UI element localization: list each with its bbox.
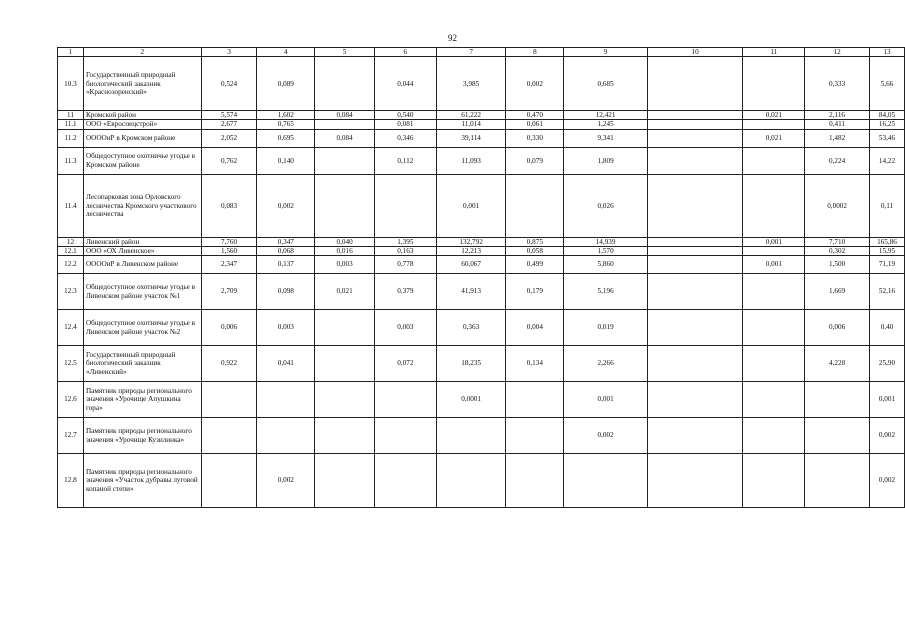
value-cell: 0,002 <box>257 454 315 508</box>
row-number-cell: 11.4 <box>58 174 84 237</box>
column-header: 3 <box>201 48 257 57</box>
value-cell <box>506 174 564 237</box>
value-cell: 0,765 <box>257 120 315 129</box>
value-cell <box>201 454 257 508</box>
value-cell: 0,470 <box>506 111 564 120</box>
value-cell <box>315 120 375 129</box>
value-cell <box>647 382 743 418</box>
value-cell <box>647 310 743 346</box>
value-cell: 0,134 <box>506 346 564 382</box>
value-cell: 0,499 <box>506 256 564 274</box>
value-cell <box>647 147 743 174</box>
value-cell <box>743 147 805 174</box>
value-cell <box>374 174 436 237</box>
value-cell <box>805 418 870 454</box>
value-cell: 0,003 <box>374 310 436 346</box>
value-cell <box>506 418 564 454</box>
value-cell: 0,006 <box>201 310 257 346</box>
value-cell <box>647 274 743 310</box>
value-cell: 0,347 <box>257 237 315 246</box>
table-row <box>58 246 905 255</box>
table-row <box>58 454 905 508</box>
value-cell: 0,021 <box>743 111 805 120</box>
value-cell: 0,001 <box>869 382 904 418</box>
value-cell: 18,235 <box>436 346 506 382</box>
value-cell <box>743 120 805 129</box>
value-cell: 0,044 <box>374 57 436 111</box>
row-name-cell: Общедоступное охотничье угодье в Ливенском районе участок №1 <box>83 274 201 310</box>
column-header: 10 <box>647 48 743 57</box>
value-cell: 5,66 <box>869 57 904 111</box>
row-number-cell: 12.3 <box>58 274 84 310</box>
value-cell: 0,379 <box>374 274 436 310</box>
value-cell: 4,228 <box>805 346 870 382</box>
column-header: 11 <box>743 48 805 57</box>
value-cell: 0,021 <box>743 129 805 147</box>
value-cell <box>374 382 436 418</box>
value-cell <box>743 310 805 346</box>
value-cell: 1,602 <box>257 111 315 120</box>
value-cell: 1,669 <box>805 274 870 310</box>
value-cell <box>647 346 743 382</box>
value-cell: 0,072 <box>374 346 436 382</box>
value-cell <box>647 57 743 111</box>
value-cell: 11,014 <box>436 120 506 129</box>
value-cell: 0,363 <box>436 310 506 346</box>
value-cell: 1,245 <box>564 120 648 129</box>
value-cell <box>743 274 805 310</box>
value-cell: 0,524 <box>201 57 257 111</box>
value-cell: 0,330 <box>506 129 564 147</box>
value-cell: 0,0001 <box>436 382 506 418</box>
value-cell: 25,90 <box>869 346 904 382</box>
row-name-cell: Кромской район <box>83 111 201 120</box>
value-cell: 39,114 <box>436 129 506 147</box>
row-number-cell: 11 <box>58 111 84 120</box>
value-cell: 12,213 <box>436 246 506 255</box>
value-cell <box>315 174 375 237</box>
column-header: 2 <box>83 48 201 57</box>
value-cell <box>315 57 375 111</box>
value-cell: 0,001 <box>743 256 805 274</box>
value-cell: 0,0002 <box>805 174 870 237</box>
value-cell <box>647 246 743 255</box>
value-cell: 11,093 <box>436 147 506 174</box>
value-cell: 0,695 <box>257 129 315 147</box>
value-cell: 1,482 <box>805 129 870 147</box>
value-cell <box>647 174 743 237</box>
row-name-cell: ООО «ОХ Ливенское» <box>83 246 201 255</box>
row-number-cell: 12.8 <box>58 454 84 508</box>
value-cell: 1,500 <box>805 256 870 274</box>
value-cell: 84,05 <box>869 111 904 120</box>
value-cell <box>743 174 805 237</box>
column-number-row <box>58 48 905 57</box>
value-cell: 1,809 <box>564 147 648 174</box>
value-cell: 0,685 <box>564 57 648 111</box>
value-cell: 14,22 <box>869 147 904 174</box>
value-cell <box>436 418 506 454</box>
value-cell: 0,001 <box>436 174 506 237</box>
column-header: 1 <box>58 48 84 57</box>
row-name-cell: Памятник природы регионального значения «Урочище Кузилинка» <box>83 418 201 454</box>
table-row <box>58 120 905 129</box>
value-cell <box>201 382 257 418</box>
value-cell: 61,222 <box>436 111 506 120</box>
value-cell: 15,95 <box>869 246 904 255</box>
value-cell: 0,084 <box>315 129 375 147</box>
value-cell <box>743 418 805 454</box>
value-cell: 0,040 <box>315 237 375 246</box>
value-cell: 16,25 <box>869 120 904 129</box>
value-cell: 9,341 <box>564 129 648 147</box>
value-cell: 2,347 <box>201 256 257 274</box>
value-cell: 0,002 <box>869 454 904 508</box>
table-row <box>58 274 905 310</box>
row-name-cell: Государственный природный биологический заказник «Ливенский» <box>83 346 201 382</box>
value-cell: 0,179 <box>506 274 564 310</box>
column-header: 8 <box>506 48 564 57</box>
value-cell: 71,19 <box>869 256 904 274</box>
value-cell: 53,46 <box>869 129 904 147</box>
row-number-cell: 12.1 <box>58 246 84 255</box>
value-cell: 0,778 <box>374 256 436 274</box>
value-cell <box>436 454 506 508</box>
value-cell <box>647 454 743 508</box>
column-header: 12 <box>805 48 870 57</box>
value-cell <box>374 454 436 508</box>
row-number-cell: 12.2 <box>58 256 84 274</box>
table-row <box>58 256 905 274</box>
column-header: 5 <box>315 48 375 57</box>
value-cell <box>315 454 375 508</box>
value-cell <box>805 454 870 508</box>
value-cell: 0,002 <box>506 57 564 111</box>
value-cell: 0,084 <box>315 111 375 120</box>
row-number-cell: 11.1 <box>58 120 84 129</box>
value-cell: 0,083 <box>201 174 257 237</box>
row-number-cell: 11.2 <box>58 129 84 147</box>
row-name-cell: Государственный природный биологический заказник «Краснозоренский» <box>83 57 201 111</box>
column-header: 6 <box>374 48 436 57</box>
value-cell <box>647 418 743 454</box>
table-row <box>58 418 905 454</box>
value-cell <box>743 382 805 418</box>
value-cell: 0,40 <box>869 310 904 346</box>
value-cell: 0,004 <box>506 310 564 346</box>
value-cell <box>647 111 743 120</box>
value-cell: 2,709 <box>201 274 257 310</box>
value-cell: 2,677 <box>201 120 257 129</box>
value-cell <box>564 454 648 508</box>
value-cell: 0,002 <box>869 418 904 454</box>
row-number-cell: 11.3 <box>58 147 84 174</box>
value-cell <box>743 454 805 508</box>
value-cell: 2,116 <box>805 111 870 120</box>
value-cell <box>374 418 436 454</box>
value-cell: 0,003 <box>257 310 315 346</box>
value-cell <box>201 418 257 454</box>
value-cell: 0,140 <box>257 147 315 174</box>
column-header: 4 <box>257 48 315 57</box>
table-row <box>58 346 905 382</box>
row-number-cell: 12 <box>58 237 84 246</box>
value-cell <box>257 418 315 454</box>
value-cell: 5,196 <box>564 274 648 310</box>
row-name-cell: ООООиР в Ливенском районе <box>83 256 201 274</box>
table-row <box>58 129 905 147</box>
value-cell <box>647 120 743 129</box>
value-cell: 0,006 <box>805 310 870 346</box>
row-name-cell: ООООиР в Кромском районе <box>83 129 201 147</box>
row-name-cell: ООО «Евроспецстрой» <box>83 120 201 129</box>
value-cell: 60,067 <box>436 256 506 274</box>
value-cell: 0,002 <box>257 174 315 237</box>
value-cell: 0,021 <box>315 274 375 310</box>
value-cell: 0,019 <box>564 310 648 346</box>
value-cell: 0,540 <box>374 111 436 120</box>
value-cell <box>647 129 743 147</box>
value-cell: 0,346 <box>374 129 436 147</box>
row-number-cell: 12.4 <box>58 310 84 346</box>
table-row <box>58 174 905 237</box>
value-cell <box>647 256 743 274</box>
value-cell: 1,570 <box>564 246 648 255</box>
value-cell: 0,224 <box>805 147 870 174</box>
value-cell: 3,985 <box>436 57 506 111</box>
value-cell: 165,86 <box>869 237 904 246</box>
value-cell: 0,762 <box>201 147 257 174</box>
value-cell <box>805 382 870 418</box>
row-name-cell: Общедоступное охотничье угодье в Ливенском районе участок №2 <box>83 310 201 346</box>
value-cell: 0,058 <box>506 246 564 255</box>
table-row <box>58 57 905 111</box>
value-cell: 0,333 <box>805 57 870 111</box>
value-cell: 0,016 <box>315 246 375 255</box>
value-cell <box>743 346 805 382</box>
value-cell: 41,913 <box>436 274 506 310</box>
value-cell: 132,792 <box>436 237 506 246</box>
column-header: 9 <box>564 48 648 57</box>
value-cell: 0,11 <box>869 174 904 237</box>
value-cell: 12,421 <box>564 111 648 120</box>
column-header: 13 <box>869 48 904 57</box>
table-row <box>58 310 905 346</box>
value-cell: 0,922 <box>201 346 257 382</box>
value-cell <box>743 246 805 255</box>
value-cell: 0,875 <box>506 237 564 246</box>
value-cell <box>315 418 375 454</box>
row-name-cell: Общедоступное охотничье угодье в Кромском районе <box>83 147 201 174</box>
value-cell <box>315 147 375 174</box>
row-number-cell: 12.5 <box>58 346 84 382</box>
value-cell: 0,098 <box>257 274 315 310</box>
value-cell <box>315 346 375 382</box>
row-number-cell: 12.7 <box>58 418 84 454</box>
value-cell: 1,560 <box>201 246 257 255</box>
value-cell: 0,068 <box>257 246 315 255</box>
value-cell <box>743 57 805 111</box>
value-cell <box>315 310 375 346</box>
value-cell: 0,041 <box>257 346 315 382</box>
row-name-cell: Лесопарковая зона Орловского лесничества Кромского участкового лесничества <box>83 174 201 237</box>
value-cell: 7,760 <box>201 237 257 246</box>
row-number-cell: 12.6 <box>58 382 84 418</box>
row-name-cell: Памятник природы регионального значения «Урочище Апушкина гора» <box>83 382 201 418</box>
table-row <box>58 237 905 246</box>
value-cell: 0,001 <box>743 237 805 246</box>
value-cell <box>506 454 564 508</box>
value-cell: 5,860 <box>564 256 648 274</box>
value-cell: 5,574 <box>201 111 257 120</box>
data-table <box>57 47 905 508</box>
column-header: 7 <box>436 48 506 57</box>
row-name-cell: Памятник природы регионального значения «Участок дубравы луговой копаной степи» <box>83 454 201 508</box>
table-row <box>58 111 905 120</box>
value-cell <box>506 382 564 418</box>
value-cell <box>647 237 743 246</box>
value-cell: 7,710 <box>805 237 870 246</box>
value-cell: 1,395 <box>374 237 436 246</box>
value-cell: 0,079 <box>506 147 564 174</box>
value-cell: 0,026 <box>564 174 648 237</box>
value-cell: 0,411 <box>805 120 870 129</box>
table-body <box>58 57 905 508</box>
value-cell: 0,137 <box>257 256 315 274</box>
value-cell <box>257 382 315 418</box>
value-cell: 2,052 <box>201 129 257 147</box>
value-cell: 2,266 <box>564 346 648 382</box>
value-cell: 0,081 <box>374 120 436 129</box>
row-number-cell: 10.3 <box>58 57 84 111</box>
value-cell: 0,302 <box>805 246 870 255</box>
table-row <box>58 147 905 174</box>
value-cell: 52,16 <box>869 274 904 310</box>
row-name-cell: Ливенский район <box>83 237 201 246</box>
value-cell: 0,001 <box>564 382 648 418</box>
value-cell <box>315 382 375 418</box>
page-number: 92 <box>448 33 457 43</box>
value-cell: 0,003 <box>315 256 375 274</box>
value-cell: 0,112 <box>374 147 436 174</box>
table-row <box>58 382 905 418</box>
value-cell: 0,089 <box>257 57 315 111</box>
value-cell: 0,061 <box>506 120 564 129</box>
value-cell: 0,002 <box>564 418 648 454</box>
value-cell: 0,163 <box>374 246 436 255</box>
value-cell: 14,939 <box>564 237 648 246</box>
